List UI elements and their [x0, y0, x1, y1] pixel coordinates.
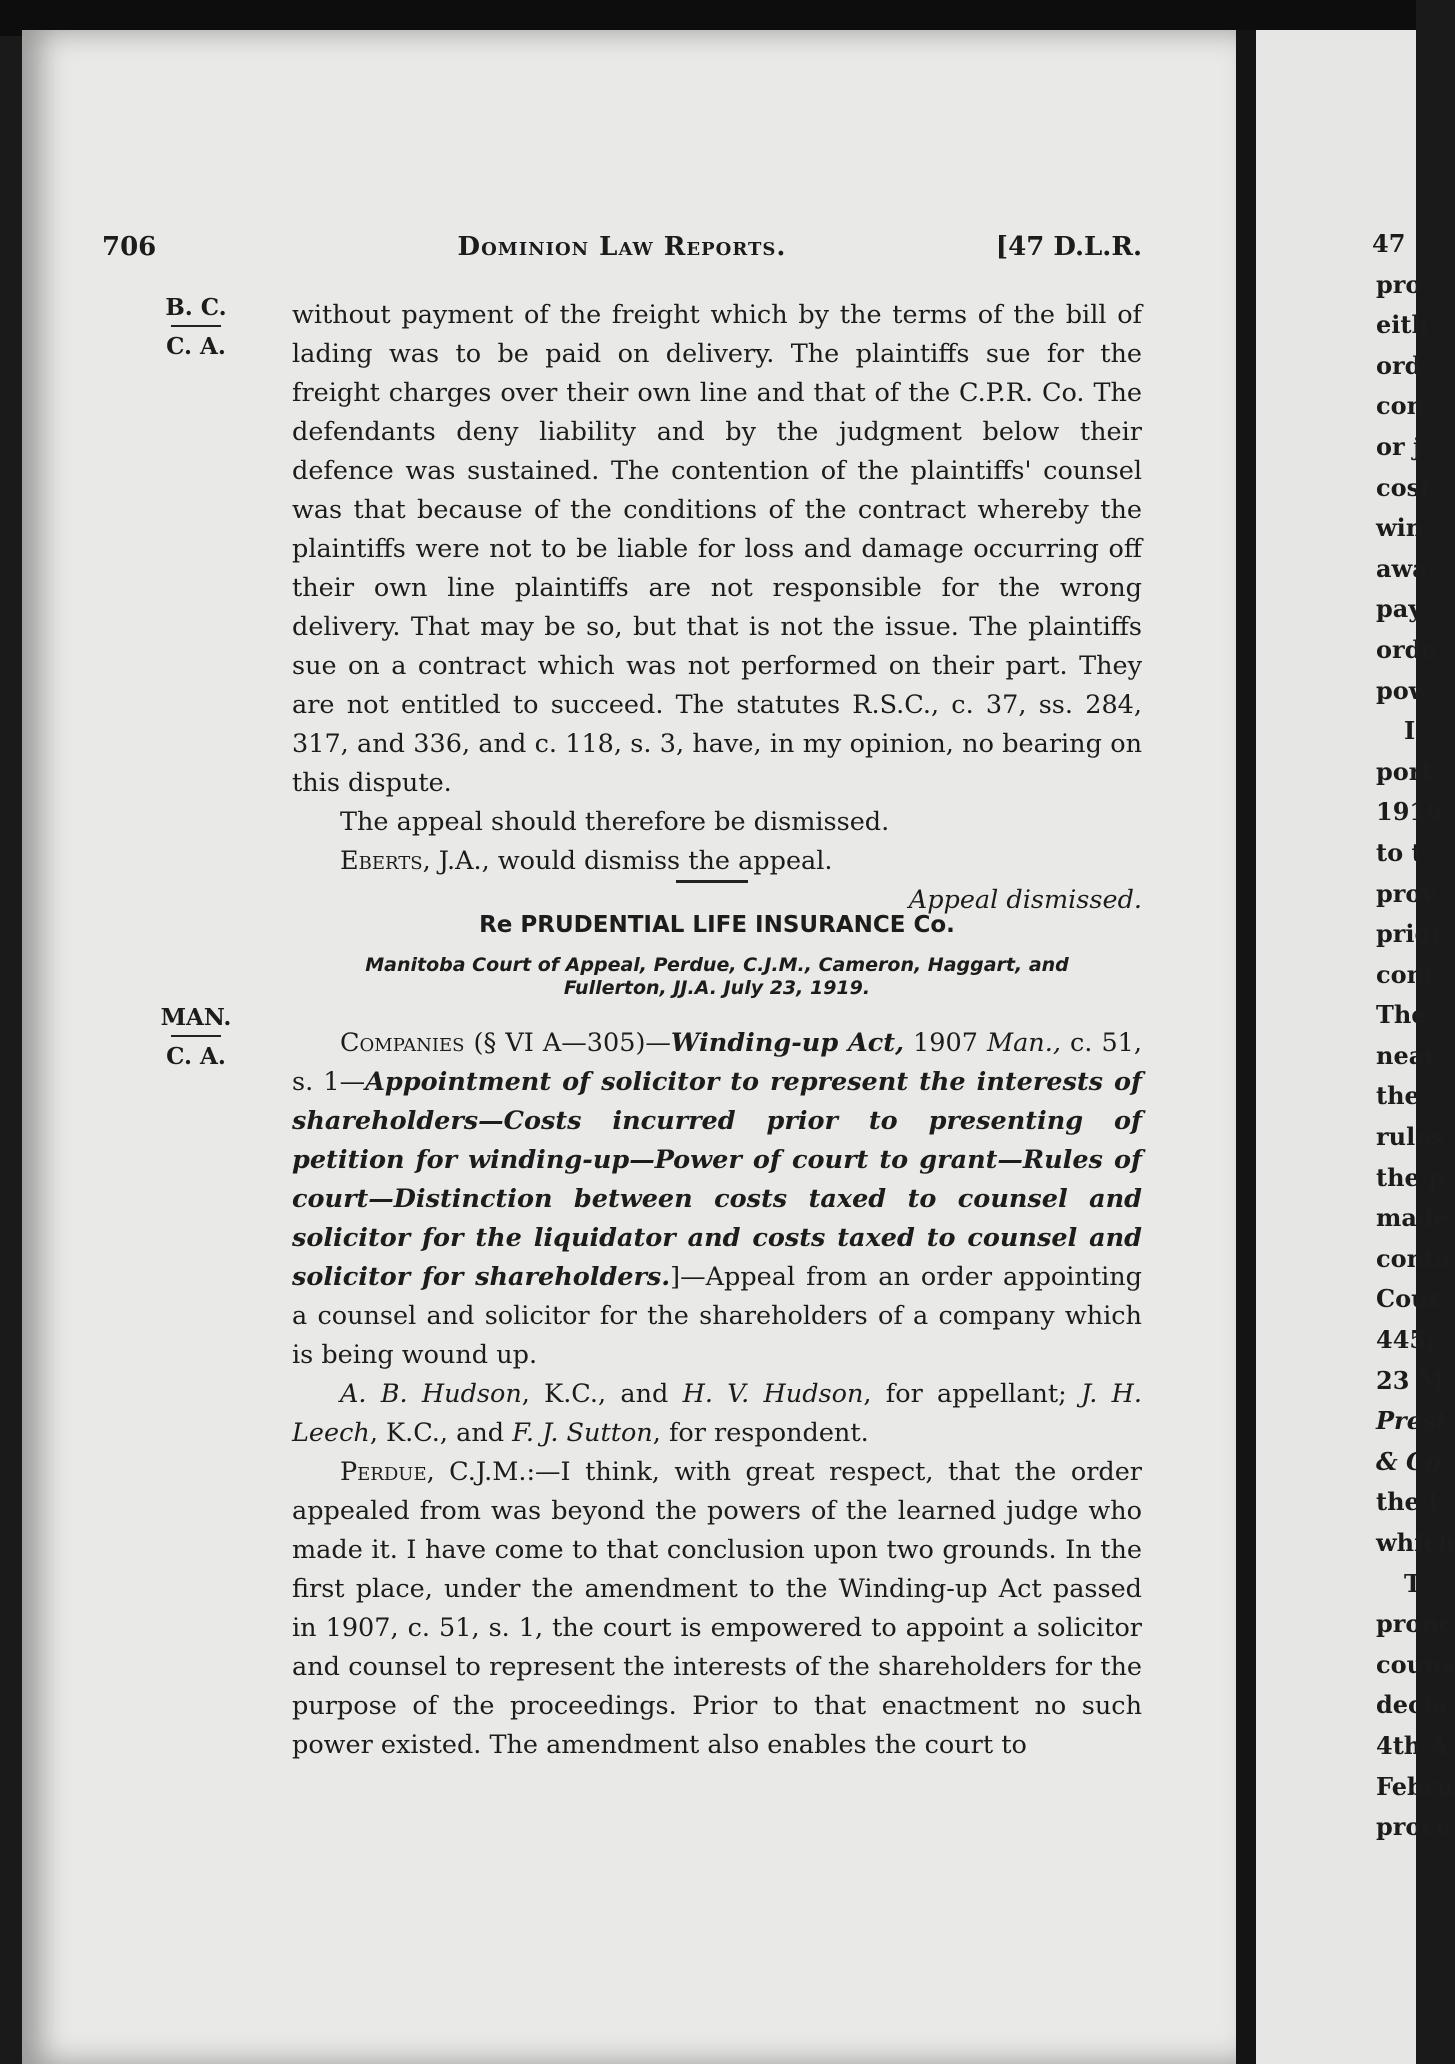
fragment-line: Febru	[1376, 1771, 1454, 1801]
fragment-line: 1916	[1376, 797, 1443, 827]
book-gutter	[1236, 30, 1256, 2064]
right-page-fragments	[1372, 224, 1455, 1848]
fragment-line: pay	[1376, 594, 1423, 624]
fragment-line: con	[1376, 391, 1425, 421]
margin-label-man	[156, 1006, 236, 1068]
fragment-line: the	[1376, 1081, 1420, 1111]
section-separator	[676, 880, 748, 883]
judge-name: Perdue	[340, 1457, 427, 1487]
judgment-text: , C.J.M.:—I think, with great respect, that the order appealed from was beyond the powers of the learned judge who made it. I have come to that conclusion upon two grounds. In the first place, under the amendment to the Winding-up Act passed in 1907, c. 51, s. 1, the court is empowered to appoint a solicitor and counsel to represent the interests of the shareholders for the purpose of the proceedings. Prior to that enactment no such power existed. The amendment also enables the court to	[292, 1457, 1142, 1760]
fragment-line: Prest	[1376, 1406, 1447, 1436]
fragment-line: rules	[1376, 1122, 1444, 1152]
margin-label-top: MAN.	[160, 1004, 232, 1031]
fragment-line: proce	[1376, 1812, 1452, 1842]
fragment-line: I	[1404, 716, 1416, 746]
fragment-line: port	[1376, 756, 1433, 786]
fragment-line: 23 M	[1376, 1365, 1445, 1395]
volume-citation: [47 D.L.R.	[995, 232, 1142, 262]
eberts-text: , J.A., would dismiss the appeal.	[422, 846, 833, 876]
part2-text	[292, 1024, 1142, 1765]
fragment-line: prior	[1376, 919, 1444, 949]
fragment-line: which	[1376, 1528, 1455, 1557]
fragment-line: or j	[1376, 431, 1422, 461]
part1-text	[292, 296, 1142, 920]
fragment-line: to t	[1376, 837, 1423, 867]
margin-rule	[171, 1035, 221, 1037]
fragment-line: win	[1376, 513, 1424, 543]
margin-label-bottom: C. A.	[166, 333, 226, 360]
headnote: Companies (§ VI A—305)—Winding-up Act, 1907 Man., c. 51, s. 1—Appointment of solicitor to represent the interests of shareholders—Costs incurred prior to presenting of petition for winding-up—Power of court to grant—Rules of court—Distinction between costs taxed to counsel and solicitor for the liquidator and costs taxed to counsel and solicitor for shareholders.]—Appeal from an order appointing a counsel and solicitor for the shareholders of a company which is being wound up.	[292, 1028, 1142, 1370]
fragment-line: awa	[1376, 553, 1428, 583]
fragment-line: the p	[1376, 1162, 1445, 1192]
eberts-line	[292, 842, 1142, 881]
part1-conclusion: The appeal should therefore be dismissed.	[340, 807, 890, 837]
fragment-line: cont	[1376, 959, 1436, 989]
fragment-line: 47	[1372, 229, 1406, 258]
fragment-line: the l	[1376, 1487, 1438, 1517]
running-header	[102, 232, 1142, 272]
fragment-line: near	[1376, 1040, 1437, 1070]
fragment-line: 445;	[1376, 1325, 1435, 1355]
margin-label-bottom: C. A.	[166, 1043, 226, 1070]
fragment-line: eith	[1376, 310, 1429, 340]
fragment-line: pro	[1376, 269, 1422, 299]
fragment-line: made	[1376, 1203, 1449, 1233]
fragment-line: pow	[1376, 675, 1430, 705]
fragment-line: ord	[1376, 350, 1422, 380]
page-number: 706	[102, 232, 157, 262]
fragment-line: couns	[1376, 1649, 1455, 1679]
fragment-line: The	[1376, 1000, 1427, 1030]
counsel-line: A. B. Hudson, K.C., and H. V. Hudson, for appellant; J. H. Leech, K.C., and F. J. Sutton, for respondent.	[292, 1379, 1142, 1448]
margin-label-top: B. C.	[165, 294, 227, 321]
margin-label-bc	[156, 296, 236, 358]
margin-rule	[171, 325, 221, 327]
fragment-line: cost	[1376, 472, 1432, 502]
fragment-line: orde	[1376, 634, 1437, 664]
case-title: Re PRUDENTIAL LIFE INSURANCE Co.	[479, 912, 955, 938]
fragment-line: & Co	[1376, 1446, 1442, 1476]
fragment-line: pronc	[1376, 1609, 1454, 1639]
part1-paragraph: without payment of the freight which by the terms of the bill of lading was to be paid on delivery. The plaintiffs sue for the freight charges over their own line and that of the C.P.R. Co. The defendants deny liability and by the judgment below their defence was sustained. The contention of the plaintiffs' counsel was that because of the conditions of the contract whereby the plaintiffs were not to be liable for loss and damage occurring off their own line plaintiffs are not responsible for the wrong delivery. That may be so, but that is not the issue. The plaintiffs sue on a contract which was not performed on their part. They are not entitled to succeed. The statutes R.S.C., c. 37, ss. 284, 317, and 336, and c. 118, s. 3, have, in my opinion, no bearing on this dispute.	[292, 300, 1142, 798]
result-line: Appeal dismissed.	[908, 885, 1142, 915]
fragment-line: 4th A	[1376, 1730, 1449, 1760]
judge-name: Eberts	[340, 846, 423, 876]
fragment-line: Cour	[1376, 1284, 1442, 1314]
running-title: Dominion Law Reports.	[457, 232, 787, 262]
fragment-line: decla	[1376, 1690, 1448, 1720]
judgment-paragraph	[292, 1453, 1142, 1765]
fragment-line: prov	[1376, 878, 1436, 908]
court-line: Manitoba Court of Appeal, Perdue, C.J.M., Cameron, Haggart, and Fullerton, JJ.A. July 23, 1919.	[365, 954, 1069, 999]
fragment-line: conta	[1376, 1243, 1451, 1273]
fragment-line: T	[1404, 1568, 1422, 1598]
